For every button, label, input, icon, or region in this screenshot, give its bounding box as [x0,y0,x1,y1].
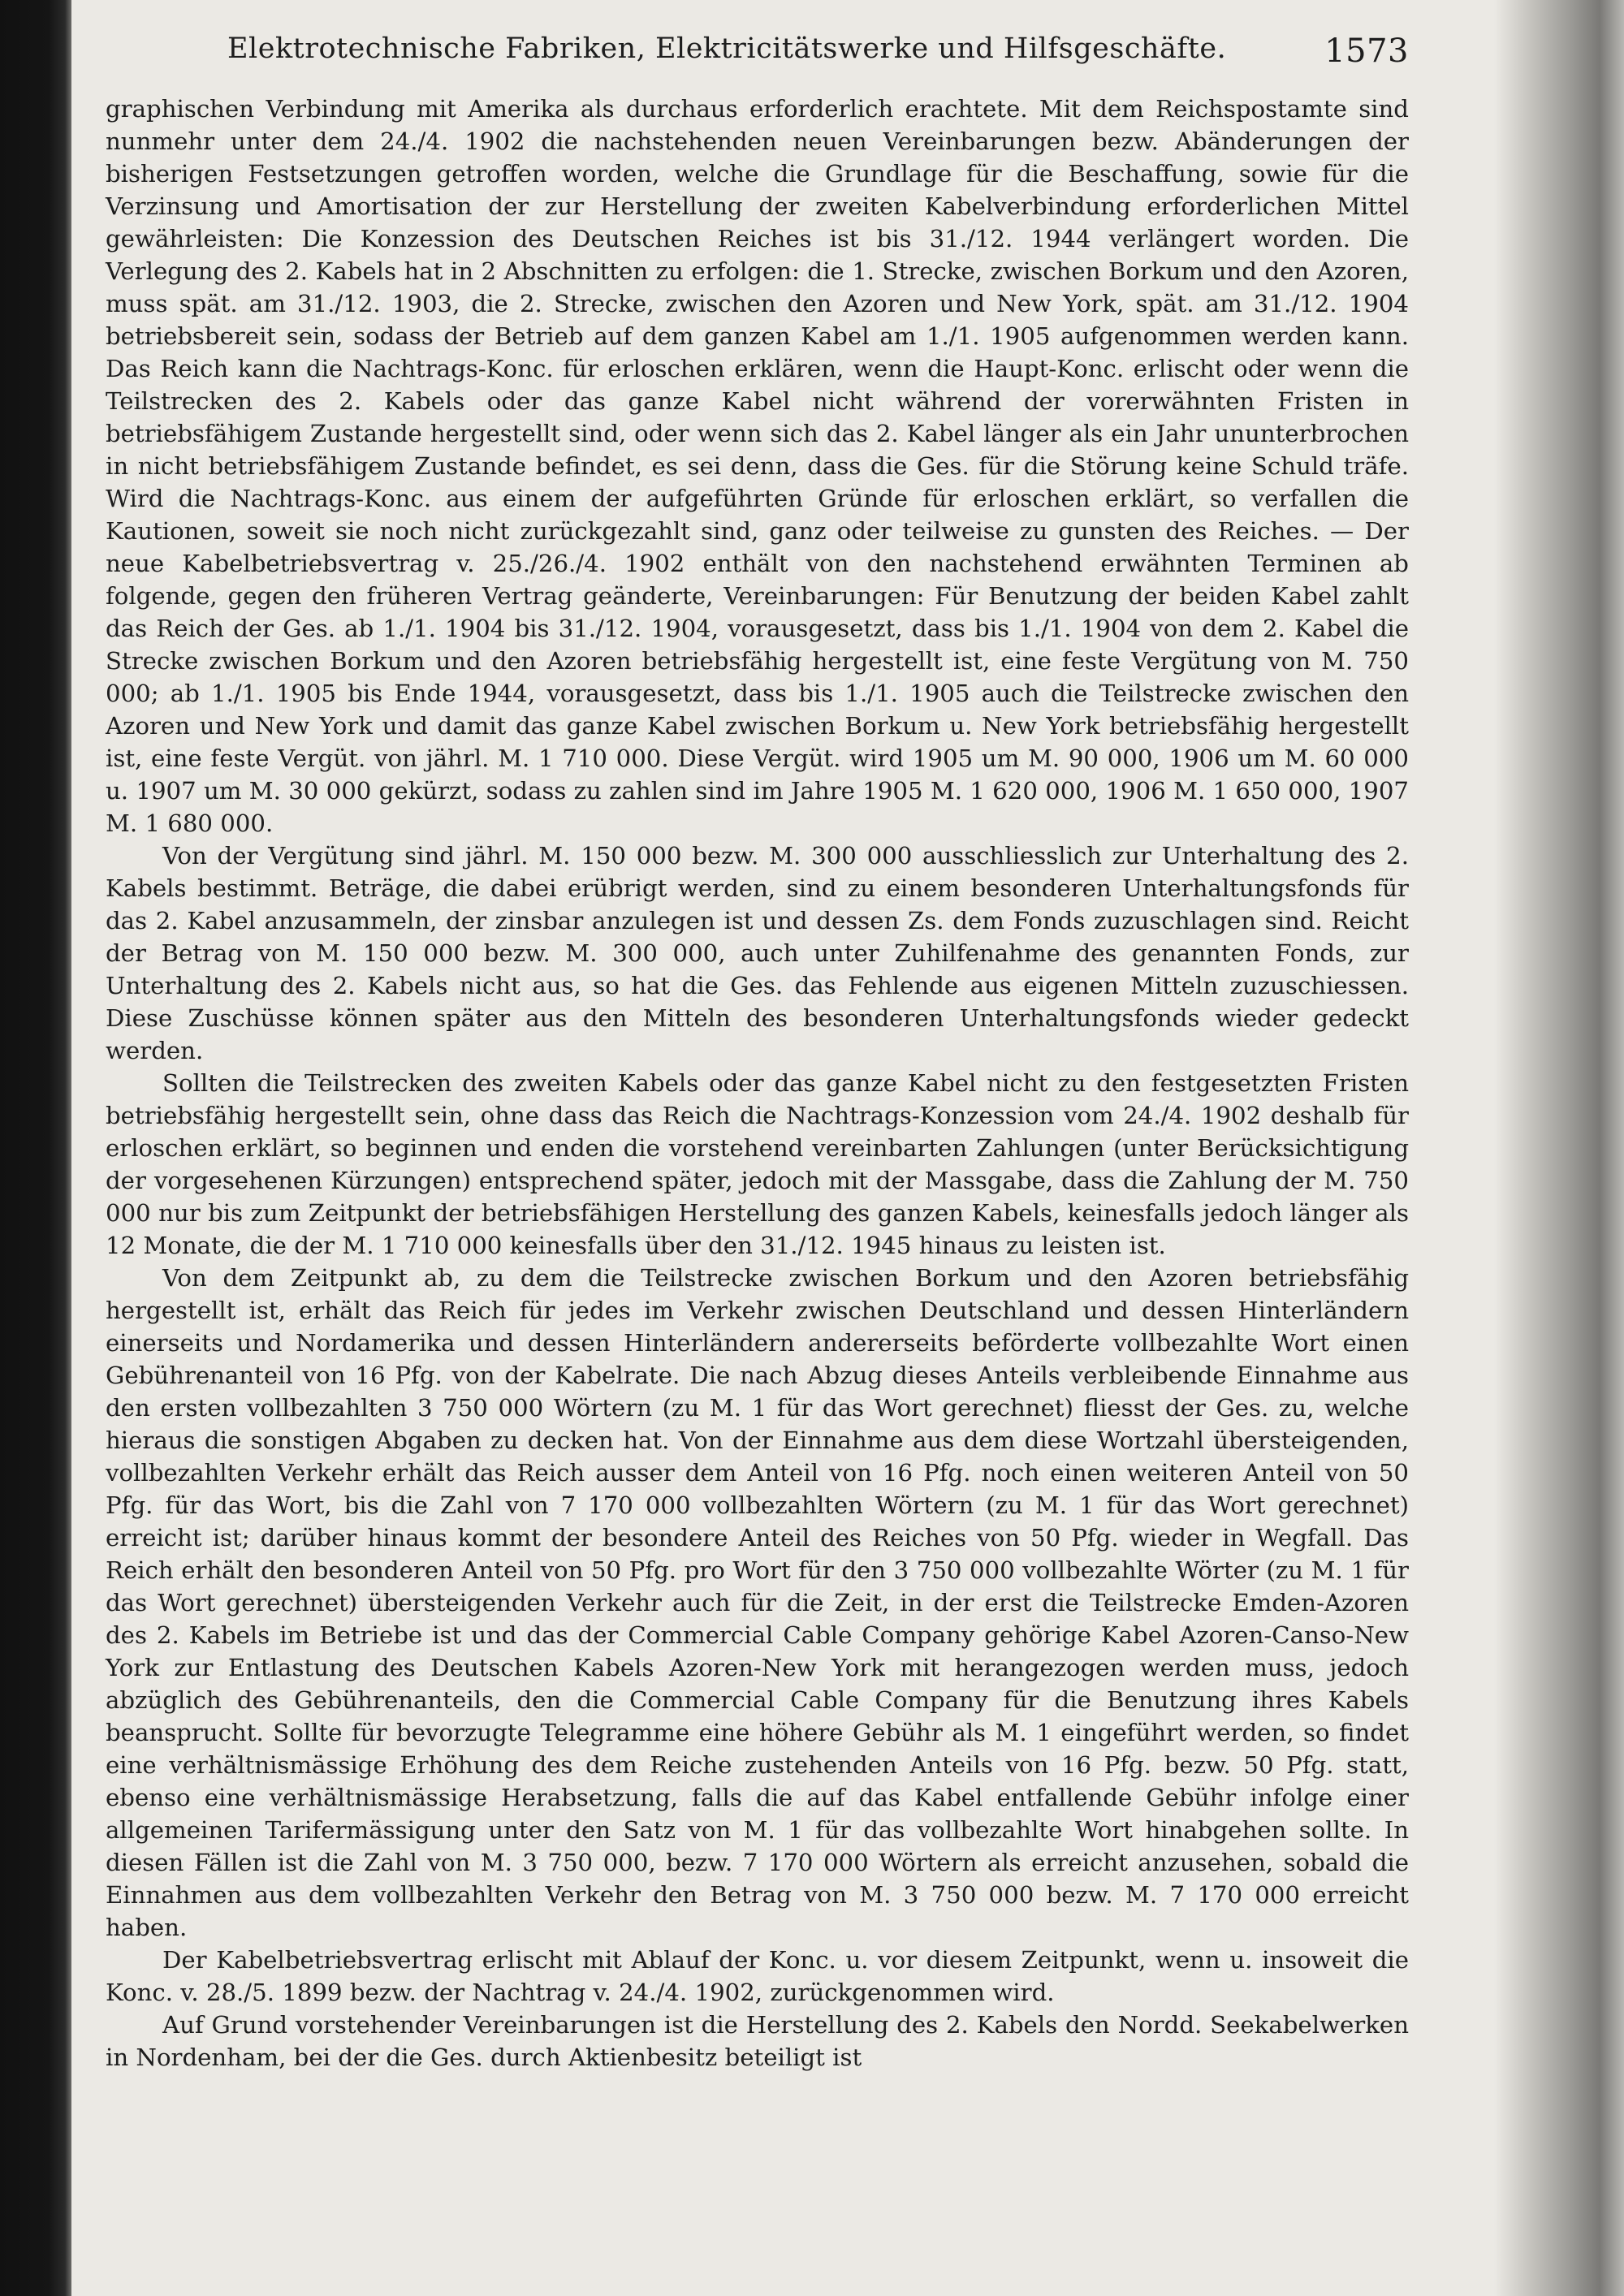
document-page [106,32,1409,2074]
body-text [106,93,1409,2074]
running-header-title: Elektrotechnische Fabriken, Elektricitätswerke und Hilfsgeschäfte. [227,32,1227,65]
paragraph: Sollten die Teilstrecken des zweiten Kabels oder das ganze Kabel nicht zu den festgesetzten Fristen betriebsfähig hergestellt sein, ohne dass das Reich die Nachtrags-Konzession vom 24./4. 1902 deshalb für erloschen erklärt, so beginnen und enden die vorstehend vereinbarten Zahlungen (unter Berücksichtigung der vorgesehenen Kürzungen) entsprechend später, jedoch mit der Massgabe, dass die Zahlung der M. 750 000 nur bis zum Zeitpunkt der betriebsfähigen Herstellung des ganzen Kabels, keinesfalls jedoch länger als 12 Monate, die der M. 1 710 000 keinesfalls über den 31./12. 1945 hinaus zu leisten ist. [106,1069,1409,1259]
page-binding-edge [0,0,71,2296]
page-gutter-shadow [1494,0,1624,2296]
running-header [106,32,1409,81]
paragraph: Von der Vergütung sind jährl. M. 150 000 bezw. M. 300 000 ausschliesslich zur Unterhaltung des 2. Kabels bestimmt. Beträge, die dabei erübrigt werden, sind zu einem besonderen Unterhaltungsfonds für das 2. Kabel anzusammeln, der zinsbar anzulegen ist und dessen Zs. dem Fonds zuzuschlagen sind. Reicht der Betrag von M. 150 000 bezw. M. 300 000, auch unter Zuhilfenahme des genannten Fonds, zur Unterhaltung des 2. Kabels nicht aus, so hat die Ges. das Fehlende aus eigenen Mitteln zuzuschiessen. Diese Zuschüsse können später aus den Mitteln des besonderen Unterhaltungsfonds wieder gedeckt werden. [106,842,1409,1064]
paragraph: Der Kabelbetriebsvertrag erlischt mit Ablauf der Konc. u. vor diesem Zeitpunkt, wenn u. insoweit die Konc. v. 28./5. 1899 bezw. der Nachtrag v. 24./4. 1902, zurückgenommen wird. [106,1946,1409,2006]
paragraph: Von dem Zeitpunkt ab, zu dem die Teilstrecke zwischen Borkum und den Azoren betriebsfähig hergestellt ist, erhält das Reich für jedes im Verkehr zwischen Deutschland und dessen Hinterländern einerseits und Nordamerika und dessen Hinterländern andererseits beförderte vollbezahlte Wort einen Gebührenanteil von 16 Pfg. von der Kabelrate. Die nach Abzug dieses Anteils verbleibende Einnahme aus den ersten vollbezahlten 3 750 000 Wörtern (zu M. 1 für das Wort gerechnet) fliesst der Ges. zu, welche hieraus die sonstigen Abgaben zu decken hat. Von der Einnahme aus dem diese Wortzahl übersteigenden, vollbezahlten Verkehr erhält das Reich ausser dem Anteil von 16 Pfg. noch einen weiteren Anteil von 50 Pfg. für das Wort, bis die Zahl von 7 170 000 vollbezahlten Wörtern (zu M. 1 für das Wort gerechnet) erreicht ist; darüber hinaus kommt der besondere Anteil des Reiches von 50 Pfg. wieder in Wegfall. Das Reich erhält den besonderen Anteil von 50 Pfg. pro Wort für den 3 750 000 vollbezahlte Wörter (zu M. 1 für das Wort gerechnet) übersteigenden Verkehr auch für die Zeit, in der erst die Teilstrecke Emden-Azoren des 2. Kabels im Betriebe ist und das der Commercial Cable Company gehörige Kabel Azoren-Canso-New York zur Entlastung des Deutschen Kabels Azoren-New York mit herangezogen werden muss, jedoch abzüglich des Gebührenanteils, den die Commercial Cable Company für die Benutzung ihres Kabels beansprucht. Sollte für bevorzugte Telegramme eine höhere Gebühr als M. 1 eingeführt werden, so findet eine verhältnismässige Erhöhung des dem Reiche zustehenden Anteils von 16 Pfg. bezw. 50 Pfg. statt, ebenso eine verhältnismässige Herabsetzung, falls die auf das Kabel entfallende Gebühr infolge einer allgemeinen Tarifermässigung unter den Satz von M. 1 für das vollbezahlte Wort hinabgehen sollte. In diesen Fällen ist die Zahl von M. 3 750 000, bezw. 7 170 000 Wörtern als erreicht anzusehen, sobald die Einnahmen aus dem vollbezahlten Verkehr den Betrag von M. 3 750 000 bezw. M. 7 170 000 erreicht haben. [106,1264,1409,1941]
paragraph: Auf Grund vorstehender Vereinbarungen ist die Herstellung des 2. Kabels den Nordd. Seekabelwerken in Nordenham, bei der die Ges. durch Aktienbesitz beteiligt ist [106,2011,1409,2071]
page-number: 1573 [1324,32,1409,70]
paragraph: graphischen Verbindung mit Amerika als durchaus erforderlich erachtete. Mit dem Reichspostamte sind nunmehr unter dem 24./4. 1902 die nachstehenden neuen Vereinbarungen bezw. Abänderungen der bisherigen Festsetzungen getroffen worden, welche die Grundlage für die Beschaffung, sowie für die Verzinsung und Amortisation der zur Herstellung der zweiten Kabelverbindung erforderlichen Mittel gewährleisten: Die Konzession des Deutschen Reiches ist bis 31./12. 1944 verlängert worden. Die Verlegung des 2. Kabels hat in 2 Abschnitten zu erfolgen: die 1. Strecke, zwischen Borkum und den Azoren, muss spät. am 31./12. 1903, die 2. Strecke, zwischen den Azoren und New York, spät. am 31./12. 1904 betriebsbereit sein, sodass der Betrieb auf dem ganzen Kabel am 1./1. 1905 aufgenommen werden kann. Das Reich kann die Nachtrags-Konc. für erloschen erklären, wenn die Haupt-Konc. erlischt oder wenn die Teilstrecken des 2. Kabels oder das ganze Kabel nicht während der vorerwähnten Fristen in betriebsfähigem Zustande hergestellt sind, oder wenn sich das 2. Kabel länger als ein Jahr ununterbrochen in nicht betriebsfähigem Zustande befindet, es sei denn, dass die Ges. für die Störung keine Schuld träfe. Wird die Nachtrags-Konc. aus einem der aufgeführten Gründe für erloschen erklärt, so verfallen die Kautionen, soweit sie noch nicht zurückgezahlt sind, ganz oder teilweise zu gunsten des Reiches. — Der neue Kabelbetriebsvertrag v. 25./26./4. 1902 enthält von den nachstehend erwähnten Terminen ab folgende, gegen den früheren Vertrag geänderte, Vereinbarungen: Für Benutzung der beiden Kabel zahlt das Reich der Ges. ab 1./1. 1904 bis 31./12. 1904, vorausgesetzt, dass bis 1./1. 1904 von dem 2. Kabel die Strecke zwischen Borkum und den Azoren betriebsfähig hergestellt ist, eine feste Vergütung von M. 750 000; ab 1./1. 1905 bis Ende 1944, vorausgesetzt, dass bis 1./1. 1905 auch die Teilstrecke zwischen den Azoren und New York und damit das ganze Kabel zwischen Borkum u. New York betriebsfähig hergestellt ist, eine feste Vergüt. von jährl. M. 1 710 000. Diese Vergüt. wird 1905 um M. 90 000, 1906 um M. 60 000 u. 1907 um M. 30 000 gekürzt, sodass zu zahlen sind im Jahre 1905 M. 1 620 000, 1906 M. 1 650 000, 1907 M. 1 680 000. [106,95,1409,837]
